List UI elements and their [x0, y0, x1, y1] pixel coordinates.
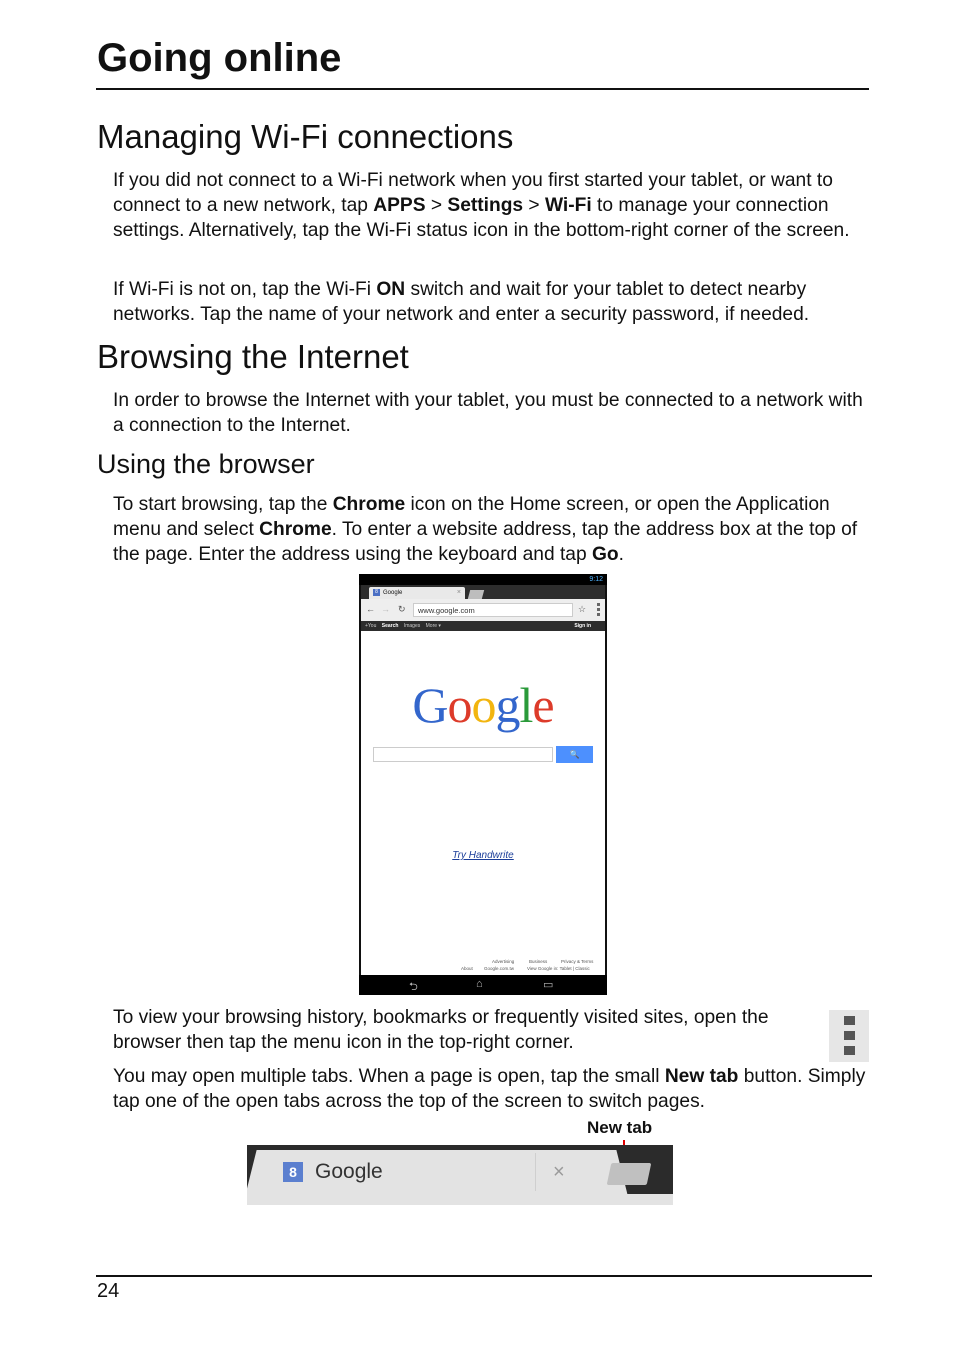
- title-rule: [96, 88, 869, 90]
- heading-browsing-internet: Browsing the Internet: [97, 338, 409, 375]
- close-icon: ×: [553, 1161, 565, 1183]
- android-softkeys: [359, 975, 607, 995]
- footer-business: Business: [529, 959, 548, 964]
- logo-letter: e: [532, 677, 554, 733]
- mini-tab-google: [369, 587, 465, 599]
- footer-google-tw: Google.com.tw: [484, 966, 515, 971]
- heading-managing-wifi: Managing Wi-Fi connections: [97, 118, 514, 155]
- gbar-item: Images: [403, 623, 421, 629]
- star-icon: ☆: [578, 604, 587, 614]
- close-icon: ×: [456, 589, 461, 596]
- google-search-box: [373, 747, 553, 762]
- footer-rule: [96, 1275, 872, 1277]
- status-bar: [359, 574, 607, 585]
- browser-paragraph-3: You may open multiple tabs. When a page is open, tap the small New tab button. Simply tap one of the open tabs across the top of the screen to switch pages.: [113, 1066, 866, 1112]
- mini-toolbar: [361, 599, 605, 621]
- back-icon: ⮌: [409, 981, 418, 993]
- page-title: Going online: [97, 36, 342, 80]
- mini-tab-title: Google: [383, 590, 403, 596]
- browser-paragraph-2: To view your browsing history, bookmarks or frequently visited sites, open the browser then tap the menu icon in the top-right corner.: [113, 1007, 769, 1053]
- gbar-sign-in: Sign in: [574, 623, 591, 629]
- wifi-paragraph-1: If you did not connect to a Wi-Fi network when you first started your tablet, or want to connect to a new network, tap APPS > Settings > Wi-Fi to manage your connection settings. Alternatively, tap the Wi-Fi status icon in the bottom-right corner of the screen.: [113, 170, 850, 241]
- tab-strip-closeup: [247, 1145, 673, 1205]
- try-handwrite-link: Try Handwrite: [452, 850, 514, 861]
- forward-arrow-icon: →: [381, 604, 390, 614]
- google-logo: [361, 675, 605, 735]
- logo-letter: G: [412, 677, 448, 733]
- home-icon: ⌂: [476, 978, 483, 990]
- wifi-paragraph-2: If Wi-Fi is not on, tap the Wi-Fi ON switch and wait for your tablet to detect nearby networks. Tap the name of your network and enter a security password, if needed.: [113, 279, 810, 325]
- footer-view-google-in: View Google in: Tablet | Classic: [527, 966, 590, 971]
- new-tab-label: New tab: [587, 1118, 653, 1137]
- mini-menu-icon: [597, 603, 600, 617]
- footer-privacy-terms: Privacy & Terms: [561, 959, 594, 964]
- google-bar: [361, 621, 605, 631]
- menu-icon: [829, 1010, 869, 1062]
- gbar-item: Search: [381, 623, 399, 629]
- footer-advertising: Advertising: [492, 959, 515, 964]
- browser-paragraph-1: To start browsing, tap the Chrome icon on the Home screen, or open the Application menu and select Chrome. To enter a website address, tap the address box at the top of the page. Enter the address using the keyboard and tap Go.: [113, 494, 858, 565]
- back-arrow-icon: ←: [366, 604, 375, 614]
- google-homepage: [361, 631, 605, 975]
- recent-apps-icon: ▭: [543, 979, 554, 991]
- logo-letter: o: [447, 677, 472, 733]
- heading-using-browser: Using the browser: [97, 449, 315, 479]
- new-tab-button: [607, 1163, 652, 1185]
- mini-new-tab-button: [468, 590, 484, 599]
- footer-about: About: [461, 966, 473, 971]
- reload-icon: ↻: [398, 604, 406, 614]
- logo-letter: o: [471, 677, 496, 733]
- google-tab-title: Google: [315, 1160, 383, 1183]
- gbar-item: More ▾: [425, 623, 441, 629]
- mini-tab-strip: [361, 585, 605, 599]
- mini-address-box: www.google.com: [413, 603, 573, 617]
- search-icon: 🔍: [556, 746, 593, 763]
- tablet-chrome-screenshot: [359, 574, 607, 995]
- status-time: 9:12: [589, 576, 603, 583]
- browsing-paragraph: In order to browse the Internet with your tablet, you must be connected to a network with a connection to the Internet.: [113, 390, 863, 436]
- page-number: 24: [97, 1280, 120, 1302]
- logo-letter: g: [495, 677, 520, 733]
- gbar-item: +You: [365, 623, 377, 629]
- logo-letter: l: [519, 677, 533, 733]
- google-favicon-icon: 8: [283, 1162, 303, 1182]
- google-favicon-icon: 8: [373, 589, 380, 596]
